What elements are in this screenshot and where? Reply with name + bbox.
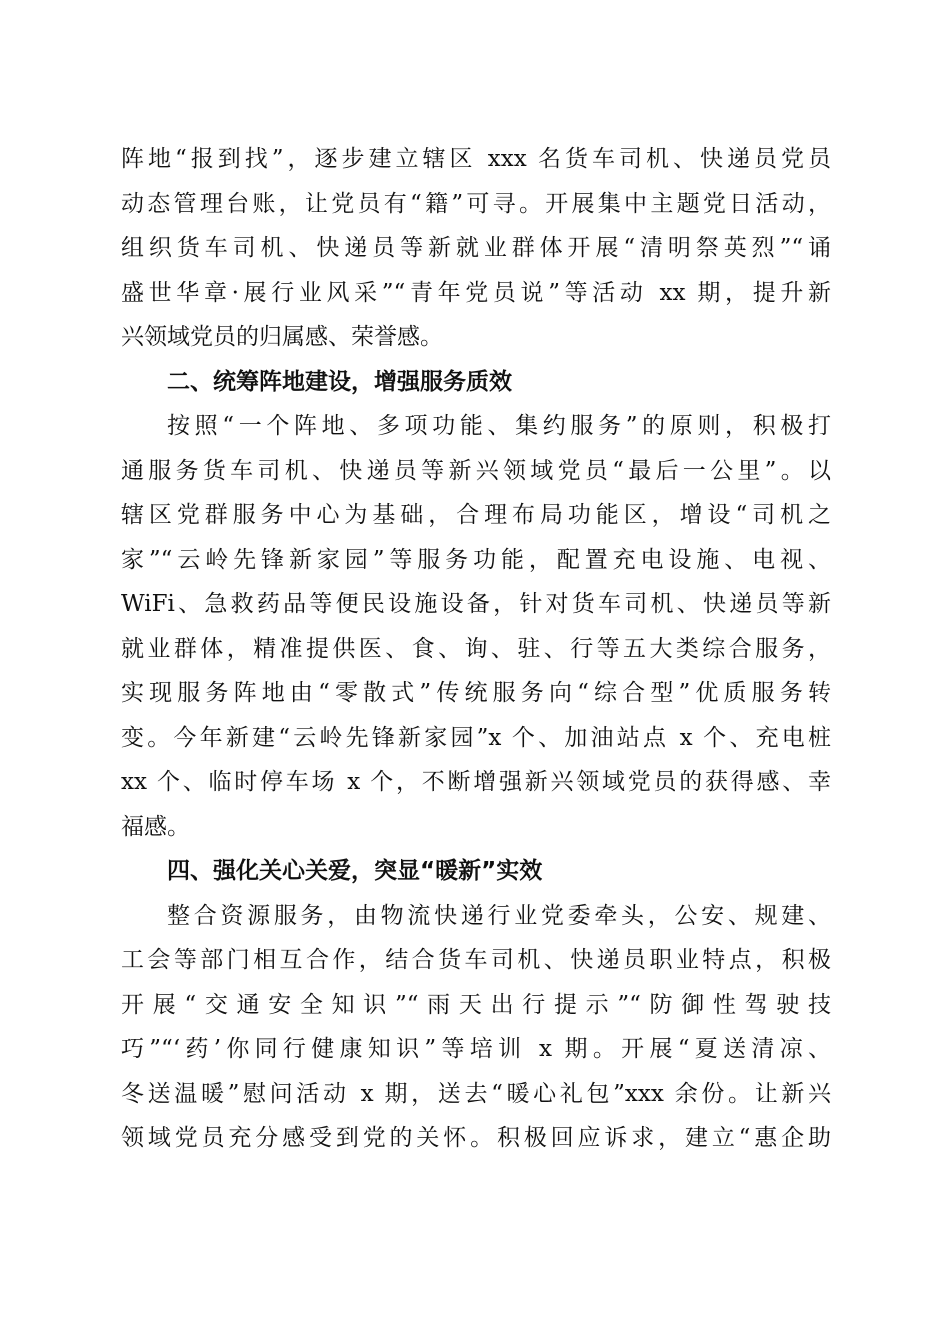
- section-heading-4: 四、强化关心关爱，突显“暖新”实效: [167, 858, 543, 884]
- paragraph-line: 就业群体，精准提供医、食、询、驻、行等五大类综合服务，: [121, 635, 831, 662]
- paragraph-line: xx 个、临时停车场 x 个，不断增强新兴领域党员的获得感、幸: [121, 769, 831, 795]
- paragraph-line: 家”“云岭先锋新家园”等服务功能，配置充电设施、电视、: [121, 546, 831, 573]
- paragraph-line: 兴领域党员的归属感、荣誉感。: [121, 324, 443, 350]
- paragraph-line: 动态管理台账，让党员有“籍”可寻。开展集中主题党日活动，: [121, 190, 831, 217]
- paragraph-line: 福感。: [121, 813, 190, 840]
- paragraph-line: 阵地“报到找”，逐步建立辖区 xxx 名货车司机、快递员党员: [121, 146, 831, 172]
- paragraph-line: 工会等部门相互合作，结合货车司机、快递员职业特点，积极: [121, 947, 831, 973]
- paragraph-line: 盛世华章·展行业风采”“青年党员说”等活动 xx 期，提升新: [121, 279, 831, 306]
- paragraph-line: 冬送温暖”慰问活动 x 期，送去“暖心礼包”xxx 余份。让新兴: [121, 1080, 831, 1107]
- paragraph-line: 实现服务阵地由“零散式”传统服务向“综合型”优质服务转: [121, 680, 831, 706]
- paragraph-line: 领域党员充分感受到党的关怀。积极回应诉求，建立“惠企助: [121, 1125, 831, 1151]
- paragraph-line: 辖区党群服务中心为基础，合理布局功能区，增设“司机之: [121, 502, 831, 528]
- paragraph-line: WiFi、急救药品等便民设施设备，针对货车司机、快递员等新: [121, 591, 831, 617]
- paragraph-line: 变。今年新建“云岭先锋新家园”x 个、加油站点 x 个、充电桩: [121, 724, 831, 751]
- paragraph-line: 巧”“‘药’你同行健康知识”等培训 x 期。开展“夏送清凉、: [121, 1036, 831, 1062]
- section-heading-2: 二、统筹阵地建设，增强服务质效: [167, 368, 512, 395]
- document-body: [121, 137, 831, 1161]
- paragraph-line: 整合资源服务，由物流快递行业党委牵头，公安、规建、: [167, 902, 831, 929]
- paragraph-line: 按照“一个阵地、多项功能、集约服务”的原则，积极打: [167, 413, 831, 439]
- paragraph-line: 通服务货车司机、快递员等新兴领域党员“最后一公里”。以: [121, 457, 831, 484]
- paragraph-line: 开展“交通安全知识”“雨天出行提示”“防御性驾驶技: [121, 991, 831, 1018]
- paragraph-line: 组织货车司机、快递员等新就业群体开展“清明祭英烈”“诵: [121, 235, 831, 261]
